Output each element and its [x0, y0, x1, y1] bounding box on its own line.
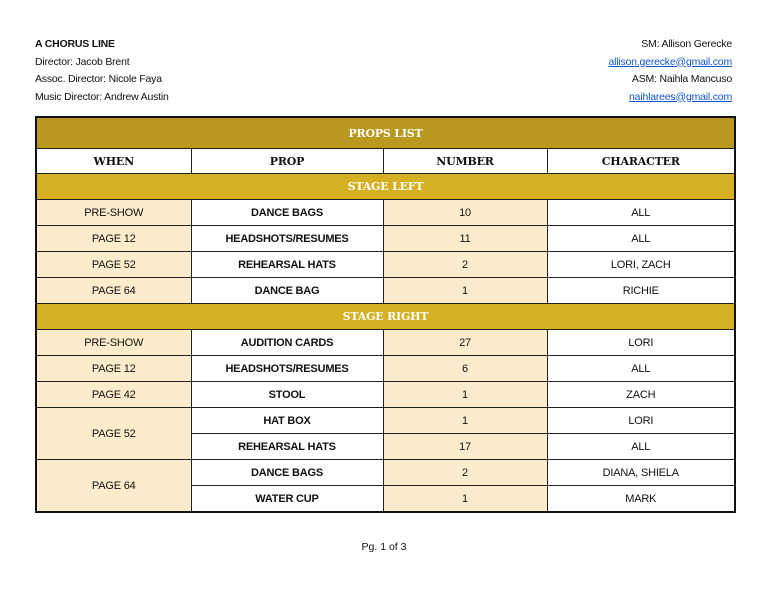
prop-cell: REHEARSAL HATS	[191, 434, 383, 460]
number-cell: 2	[383, 460, 547, 486]
table-row	[36, 330, 735, 356]
when-cell: PRE-SHOW	[36, 330, 191, 356]
assoc-director-line: Assoc. Director: Nicole Faya	[35, 73, 162, 85]
number-cell: 1	[383, 486, 547, 513]
when-cell: PAGE 64	[36, 460, 191, 513]
character-cell: ZACH	[547, 382, 735, 408]
section-header-stage-right: STAGE RIGHT	[36, 304, 735, 330]
table-row	[36, 226, 735, 252]
number-cell: 27	[383, 330, 547, 356]
prop-cell: HAT BOX	[191, 408, 383, 434]
prop-cell: DANCE BAGS	[191, 460, 383, 486]
when-cell: PAGE 12	[36, 356, 191, 382]
when-cell: PAGE 52	[36, 252, 191, 278]
director-line: Director: Jacob Brent	[35, 55, 130, 68]
character-cell: LORI	[547, 408, 735, 434]
prop-cell: AUDITION CARDS	[191, 330, 383, 356]
header-right	[608, 36, 732, 106]
number-cell: 6	[383, 356, 547, 382]
props-table	[35, 116, 736, 513]
character-cell: RICHIE	[547, 278, 735, 304]
prop-cell: DANCE BAGS	[191, 200, 383, 226]
table-row	[36, 278, 735, 304]
number-cell: 1	[383, 408, 547, 434]
prop-cell: HEADSHOTS/RESUMES	[191, 356, 383, 382]
prop-cell: STOOL	[191, 382, 383, 408]
prop-cell: REHEARSAL HATS	[191, 252, 383, 278]
number-cell: 1	[383, 382, 547, 408]
page-number: Pg. 1 of 3	[361, 541, 407, 553]
show-title: A CHORUS LINE	[35, 38, 115, 50]
column-header-when: WHEN	[36, 149, 191, 174]
prop-cell: WATER CUP	[191, 486, 383, 513]
character-cell: LORI, ZACH	[547, 252, 735, 278]
asm-line: ASM: Naihla Mancuso	[631, 73, 732, 85]
table-title: PROPS LIST	[36, 117, 735, 149]
when-cell: PAGE 12	[36, 226, 191, 252]
table-row	[36, 356, 735, 382]
character-cell: DIANA, SHIELA	[547, 460, 735, 486]
character-cell: ALL	[547, 434, 735, 460]
number-cell: 17	[383, 434, 547, 460]
number-cell: 2	[383, 252, 547, 278]
music-director-line: Music Director: Andrew Austin	[35, 90, 169, 103]
number-cell: 11	[383, 226, 547, 252]
character-cell: ALL	[547, 226, 735, 252]
table-row	[36, 200, 735, 226]
character-cell: ALL	[547, 200, 735, 226]
column-header-prop: PROP	[191, 149, 383, 174]
number-cell: 1	[383, 278, 547, 304]
character-cell: ALL	[547, 356, 735, 382]
sm-line: SM: Allison Gerecke	[641, 38, 732, 50]
when-cell: PAGE 52	[36, 408, 191, 460]
table-row	[36, 252, 735, 278]
table-row	[36, 460, 735, 486]
header-left	[35, 36, 169, 106]
section-header-stage-left: STAGE LEFT	[36, 174, 735, 200]
when-cell: PRE-SHOW	[36, 200, 191, 226]
sm-email-link[interactable]: allison.gerecke@gmail.com	[608, 55, 732, 68]
column-header-character: CHARACTER	[547, 149, 735, 174]
asm-email-link[interactable]: naihlarees@gmail.com	[629, 90, 732, 103]
character-cell: LORI	[547, 330, 735, 356]
prop-cell: DANCE BAG	[191, 278, 383, 304]
column-header-number: NUMBER	[383, 149, 547, 174]
prop-cell: HEADSHOTS/RESUMES	[191, 226, 383, 252]
when-cell: PAGE 64	[36, 278, 191, 304]
table-row	[36, 408, 735, 434]
number-cell: 10	[383, 200, 547, 226]
table-row	[36, 382, 735, 408]
character-cell: MARK	[547, 486, 735, 513]
when-cell: PAGE 42	[36, 382, 191, 408]
